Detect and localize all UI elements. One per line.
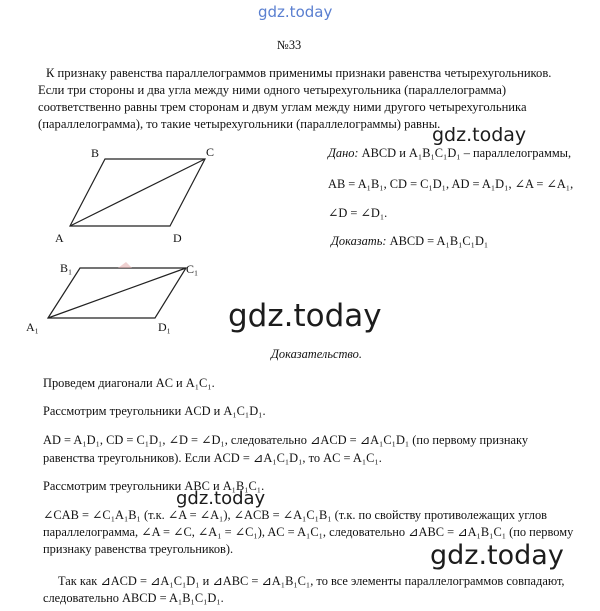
label-a1: A₁ <box>26 320 39 334</box>
prove-line <box>331 233 488 250</box>
watermark-right: gdz.today <box>432 124 527 146</box>
label-a: A <box>55 231 64 245</box>
diagonal-a1c1 <box>48 268 186 318</box>
label-b: B <box>91 146 100 160</box>
proof-p3-line-2: равенства треугольников). Если ACD = ⊿A₁C₁D₁, то AC = A₁C₁. <box>43 451 382 465</box>
given-line-2: AB = A₁B₁, CD = C₁D₁, AD = A₁D₁, ∠A = ∠A₁, <box>328 177 574 191</box>
parallelogram-a1b1c1d1 <box>26 261 198 334</box>
prove-label: Доказать: <box>331 234 387 248</box>
diagonal-ac <box>70 159 205 226</box>
problem-number: №33 <box>277 38 302 52</box>
watermark-lower-right: gdz.today <box>430 540 564 571</box>
watermark-shape <box>118 262 132 268</box>
given-line-3: ∠D = ∠D₁. <box>328 206 388 220</box>
proof-p3-line-1: AD = A₁D₁, CD = C₁D₁, ∠D = ∠D₁, следовательно ⊿ACD = ⊿A₁C₁D₁ (по первому признаку <box>43 433 529 447</box>
label-c1: C₁ <box>186 262 199 276</box>
intro-line-4: (параллелограмма), то такие четырехугольники (параллелограммы) равны. <box>38 117 441 131</box>
proof-p4: Рассмотрим треугольники ABC и A₁B₁C₁. <box>43 479 265 493</box>
watermark-top: gdz.today <box>258 3 333 21</box>
intro-line-2: Если три стороны и два угла между ними одного четырехугольника (параллелограмма) <box>38 83 507 97</box>
intro-line-3: соответственно равны трем сторонам и двум углам между ними другого четырехугольника <box>38 100 527 114</box>
watermark-lower-left: gdz.today <box>176 488 266 509</box>
prove-text: ABCD = A₁B₁C₁D₁ <box>389 234 489 248</box>
given-text-1: ABCD и A₁B₁C₁D₁ – параллелограммы, <box>361 146 572 160</box>
proof-p5-line-2: параллелограмма, ∠A = ∠C, ∠A₁ = ∠C₁), AC = A₁C₁, следовательно ⊿ABC = ⊿A₁B₁C₁ (по первому <box>43 525 574 539</box>
label-d: D <box>173 231 182 245</box>
proof-p1: Проведем диагонали AC и A₁C₁. <box>43 376 215 390</box>
intro-line-1: К признаку равенства параллелограммов применимы признаки равенства четырехугольников. <box>46 66 552 80</box>
proof-p6-line-2: следовательно ABCD = A₁B₁C₁D₁. <box>43 591 224 605</box>
label-b1: B₁ <box>60 261 73 275</box>
proof-p5-line-3: признаку равенства треугольников). <box>43 542 234 556</box>
watermark-center: gdz.today <box>228 298 382 334</box>
proof-p5-line-1: ∠CAB = ∠C₁A₁B₁ (т.к. ∠A = ∠A₁), ∠ACB = ∠A₁C₁B₁ (т.к. по свойству противолежащих углов <box>43 508 547 522</box>
parallelogram-abcd <box>55 145 214 245</box>
proof-title: Доказательство. <box>271 347 362 361</box>
given-label: Дано: <box>328 146 359 160</box>
label-c: C <box>206 145 215 159</box>
proof-p2: Рассмотрим треугольники ACD и A₁C₁D₁. <box>43 404 266 418</box>
label-d1: D₁ <box>158 320 171 334</box>
given-line-1 <box>328 145 571 162</box>
proof-p6-line-1: Так как ⊿ACD = ⊿A₁C₁D₁ и ⊿ABC = ⊿A₁B₁C₁, то все элементы параллелограммов совпадают, <box>58 574 565 588</box>
